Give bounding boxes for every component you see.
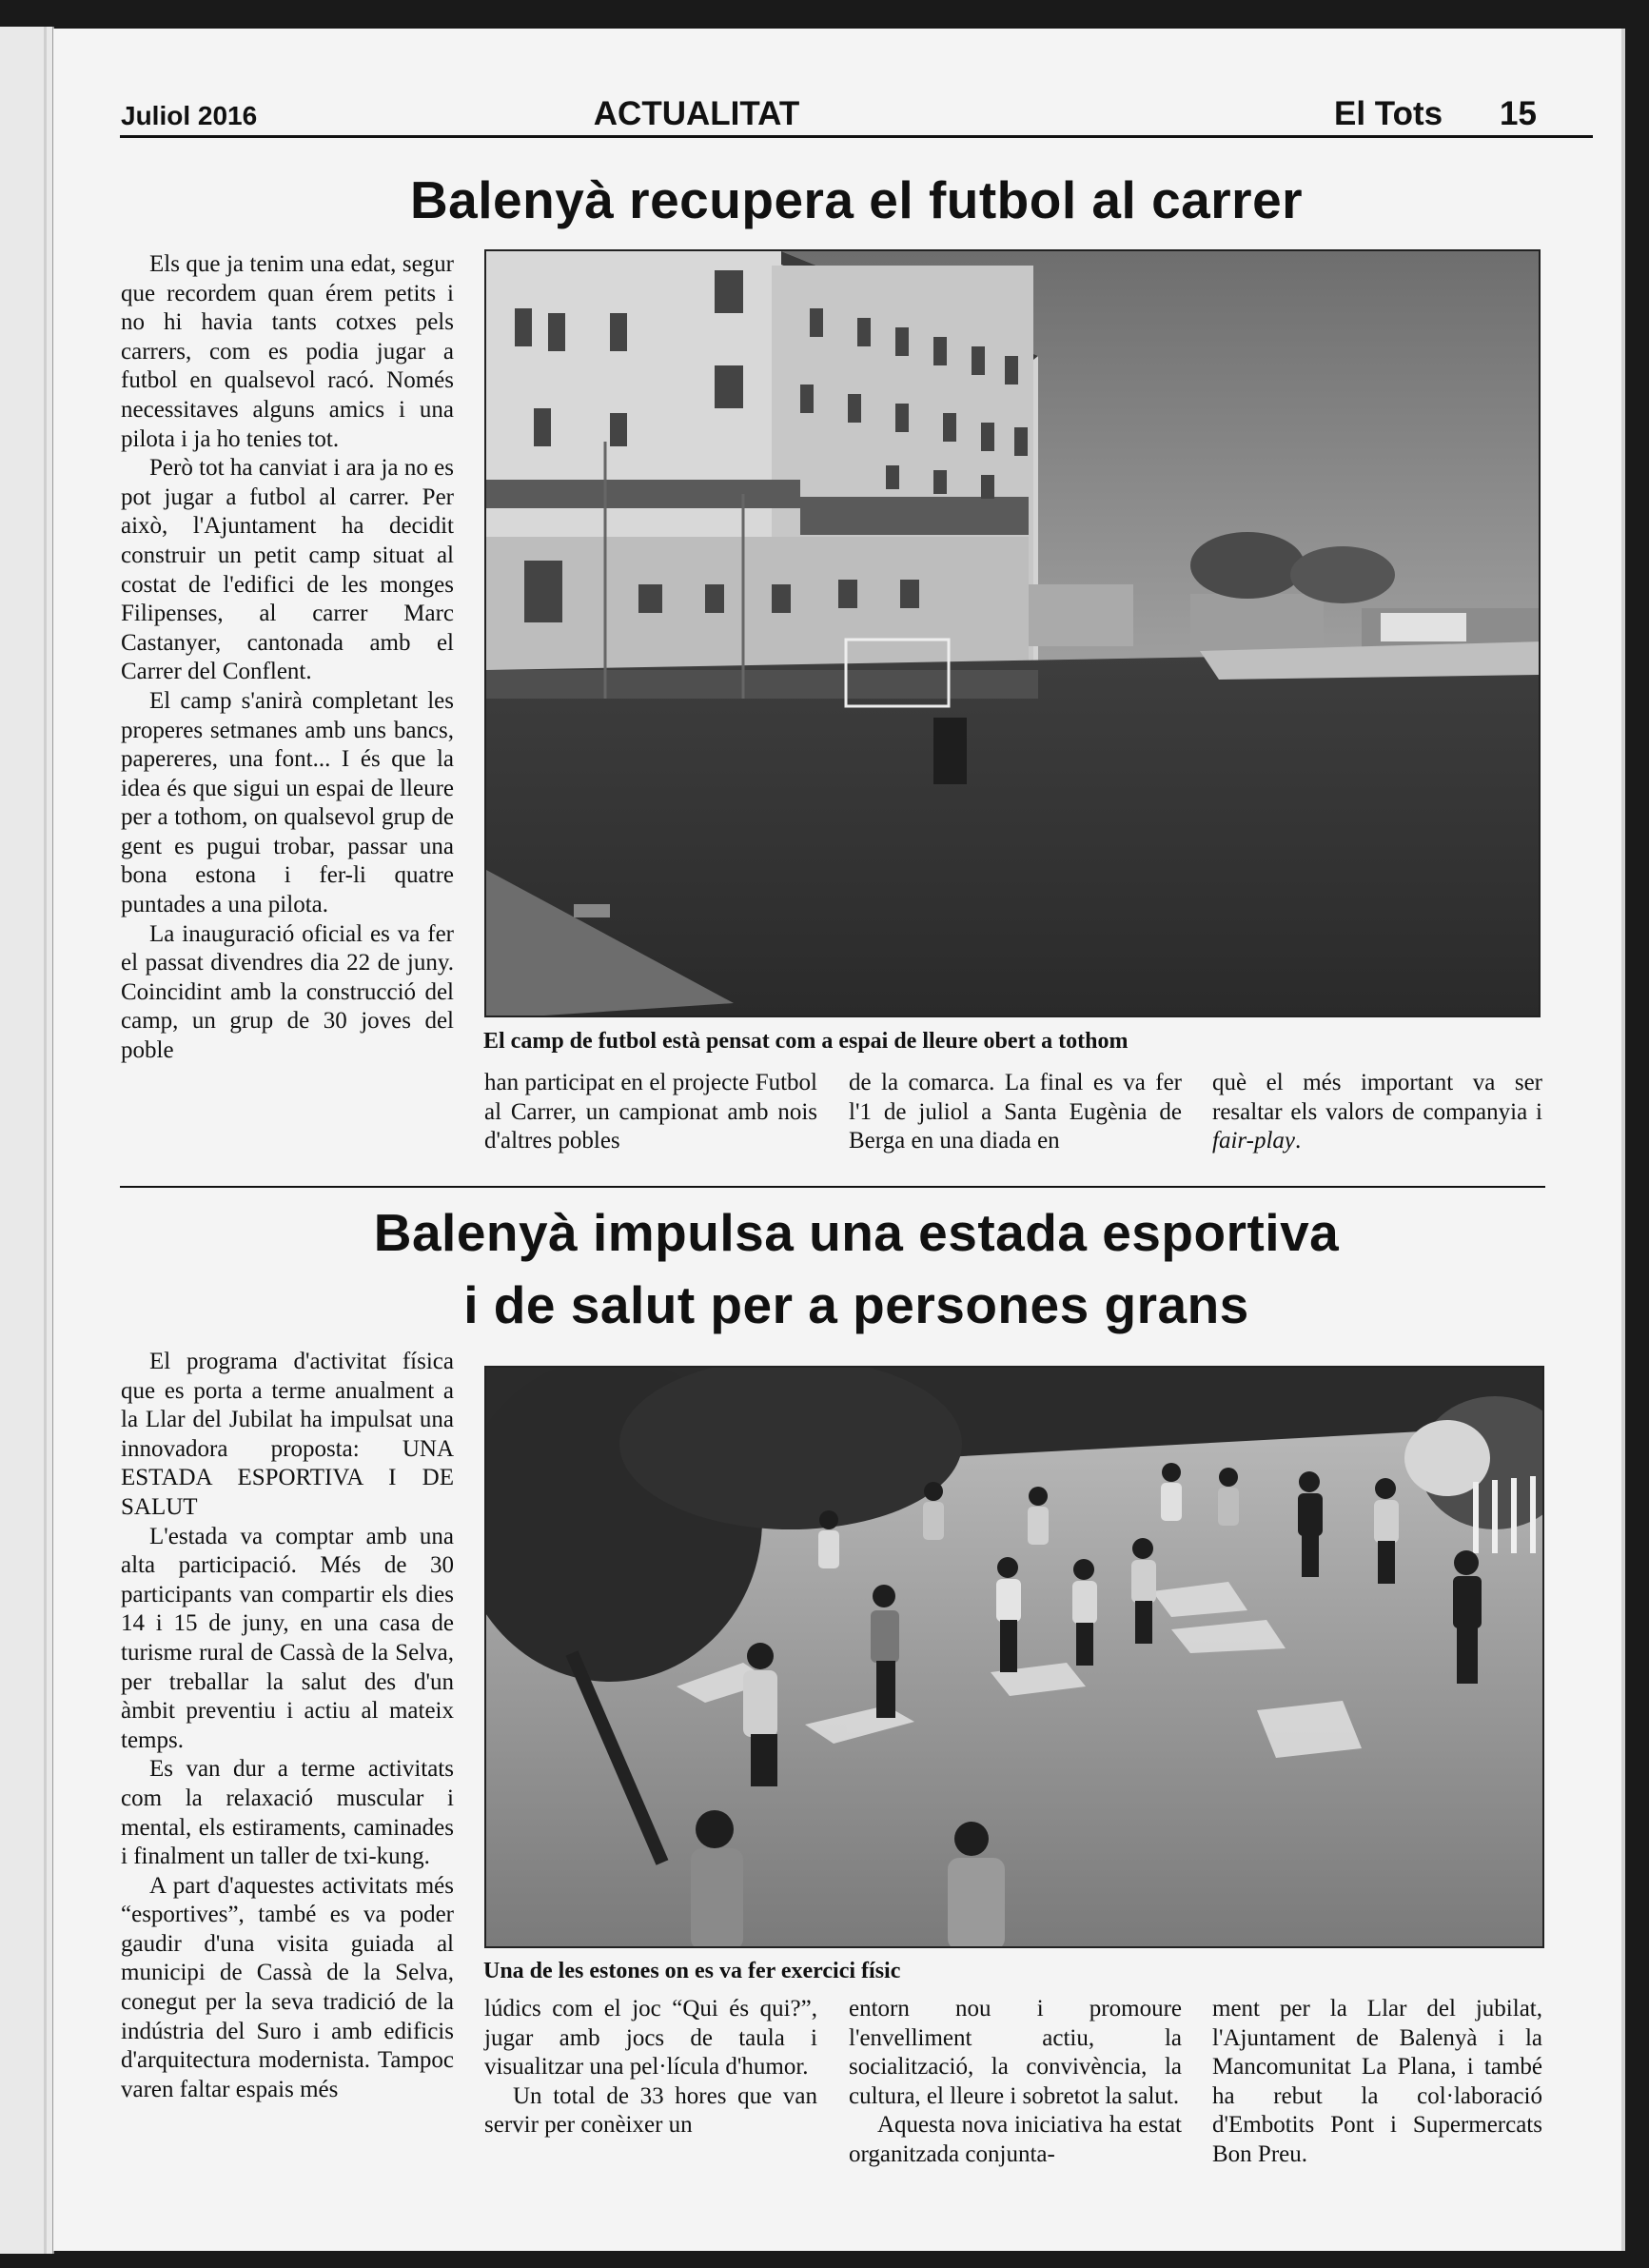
football-field-illustration [486,251,1541,1017]
article1-left-column [121,250,454,1066]
header-date: Juliol 2016 [121,101,258,130]
article1-col2-text: han participat en el projecte Futbol al Carrer, un campionat amb nois d'altres pobles [484,1070,817,1154]
article2-photo-caption: Una de les estones on es va fer exercici físic [483,1959,901,1983]
article2-headline-line1: Balenyà impulsa una estada esportiva [373,1203,1340,1262]
article1-paragraph: Els que ja tenim una edat, segur que recordem quan érem petits i no hi havia tants cotxes pels carrers, com es podia jugar a futbol en qualsevol racó. Només necessitaves alguns amics i una pilota i ja ho tenies tot. [121,251,454,452]
article2-paragraph: El programa d'activitat física que es porta a terme anualment a la Llar del Jubilat ha impulsat una innovadora proposta: UNA ESTADA ESPORTIVA I DE SALUT [121,1349,454,1520]
article1-paragraph: La inauguració oficial es va fer el passat divendres dia 22 de juny. Coincidint amb la construcció del camp, un grup de 30 joves del poble [121,920,454,1064]
header-rule [120,135,1593,138]
article1-col4-end: . [1295,1128,1302,1154]
article2-column-2 [484,1995,817,2140]
article-divider [120,1186,1545,1188]
article1-col4-text: què el més important va ser resaltar els valors de companyia i [1212,1070,1542,1125]
page-number: 15 [1500,95,1537,132]
exercise-photo [484,1366,1544,1948]
article1-headline: Balenyà recupera el futbol al carrer [409,170,1304,229]
article2-col2-paragraph: lúdics com el joc “Qui és qui?”, jugar amb jocs de taula i visualitzar una pel·lícula d'humor. [484,1996,817,2081]
article2-column-4 [1212,1995,1542,2170]
article2-paragraph: L'estada va comptar amb una alta participació. Més de 30 participants van compartir els dies 14 i 15 de juny, en una casa de turisme rural de Cassà de la Selva, per treballar la salut des d'un àmbit preventiu i actiu al mateix temps. [121,1523,454,1753]
article2-col2-paragraph: Un total de 33 hores que van servir per conèixer un [484,2082,817,2139]
football-field-photo [484,249,1541,1017]
exercise-illustration [486,1368,1544,1948]
article1-photo-caption: El camp de futbol està pensat com a espai de lleure obert a tothom [483,1029,1129,1054]
newspaper-page [53,29,1621,2251]
article1-paragraph: El camp s'anirà completant les properes setmanes amb uns bancs, papereres, una font... I és que la idea és que sigui un espai de lleure per a tothom, on qualsevol grup de gent es pugui trobar, passar una bona estona i fer-li quatre puntades a una pilota. [121,687,454,918]
article1-paragraph: Però tot ha canviat i ara ja no es pot jugar a futbol al carrer. Per això, l'Ajuntament ha decidit construir un petit camp situat al costat de l'edifici de les monges Filipenses, al carrer Marc Castanyer, cantonada amb el Carrer del Conflent. [121,455,454,685]
header-section: ACTUALITAT [593,95,800,132]
article1-column-4 [1212,1069,1542,1156]
article1-column-2 [484,1069,817,1156]
article2-headline-line2: i de salut per a persones grans [463,1275,1249,1334]
article2-paragraph: A part d'aquestes activitats més “esportives”, també es va poder gaudir d'una visita guiada al municipi de Cassà de la Selva, conegut per la seva tradició de la indústria del Suro i amb edificis d'arquitectura modernista. Tampoc varen faltar espais més [121,1872,454,2102]
article1-col3-text: de la comarca. La final es va fer l'1 de juliol a Santa Eugènia de Berga en una diada en [849,1070,1182,1154]
article1-col4-paragraph [1212,1069,1542,1156]
header-publication: El Tots [1334,95,1443,132]
article2-col3-paragraph: entorn nou i promoure l'envelliment actiu, la socialització, la convivència, la cultura, el lleure i sobretot la salut. [849,1996,1182,2109]
article1-col4-italic: fair-play [1212,1128,1295,1154]
article2-left-column [121,1348,454,2104]
article2-column-3 [849,1995,1182,2170]
article2-col4-paragraph: ment per la Llar del jubilat, l'Ajuntament de Balenyà i la Mancomunitat La Plana, i també ha rebut la col·laboració d'Embotits Pont i Supermercats Bon Preu. [1212,1996,1542,2167]
article2-paragraph: Es van dur a terme activitats com la relaxació muscular i mental, els estiraments, caminades i finalment un taller de txi-kung. [121,1756,454,1870]
article2-col3-paragraph: Aquesta nova iniciativa ha estat organitzada conjunta- [849,2112,1182,2167]
left-page-edge [0,27,54,2254]
article1-column-3 [849,1069,1182,1156]
